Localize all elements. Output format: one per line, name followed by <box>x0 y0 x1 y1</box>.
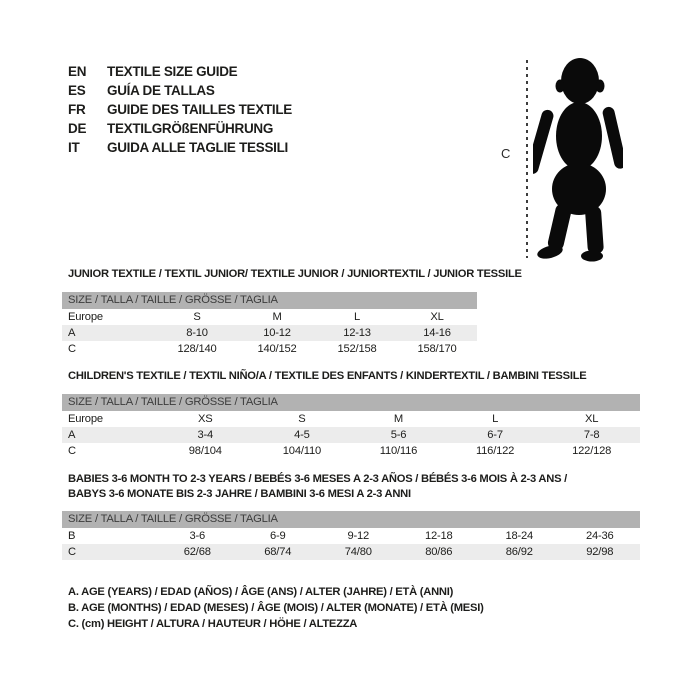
size-table-children <box>62 369 640 459</box>
table-title <box>62 472 640 501</box>
size-cell: 158/170 <box>417 342 457 355</box>
size-cell: 116/122 <box>475 444 515 457</box>
size-cell: 98/104 <box>188 444 222 457</box>
language-label: TEXTILGRÖßENFÜHRUNG <box>107 121 274 136</box>
size-cell: L <box>353 310 361 323</box>
size-cell: 104/110 <box>282 444 321 457</box>
table-title-line: JUNIOR TEXTILE / TEXTIL JUNIOR/ TEXTILE JUNIOR / JUNIORTEXTIL / JUNIOR TESSILE <box>68 268 522 280</box>
language-code: IT <box>68 140 80 155</box>
table-row <box>62 341 477 357</box>
language-row <box>68 138 292 157</box>
size-cell: 74/80 <box>344 546 372 558</box>
size-cell: L <box>492 412 499 425</box>
language-label: TEXTILE SIZE GUIDE <box>107 64 238 79</box>
row-label: A <box>68 326 76 339</box>
size-cell: 62/68 <box>183 546 211 558</box>
row-label: A <box>68 428 76 441</box>
size-cell: 128/140 <box>177 342 217 355</box>
size-cell: 80/86 <box>425 546 453 558</box>
size-cell: 4-5 <box>294 428 310 441</box>
language-code: DE <box>68 121 87 136</box>
table-title-line: CHILDREN'S TEXTILE / TEXTIL NIÑO/A / TEXTILE DES ENFANTS / KINDERTEXTIL / BAMBINI TESSILE <box>68 370 587 382</box>
row-label: C <box>68 342 76 355</box>
note-line: A. AGE (YEARS) / EDAD (AÑOS) / ÂGE (ANS) / ALTER (JAHRE) / ETÀ (ANNI) <box>68 586 454 598</box>
size-cell: 9-12 <box>347 530 370 542</box>
size-cell: 18-24 <box>505 530 534 542</box>
row-label: B <box>68 530 76 542</box>
size-cell: 10-12 <box>263 326 291 339</box>
measurement-notes <box>68 584 484 632</box>
language-row <box>68 81 292 100</box>
row-label: Europe <box>68 310 103 323</box>
table-title-line: BABYS 3-6 MONATE BIS 2-3 JAHRE / BAMBINI 3-6 MESI A 2-3 ANNI <box>68 487 411 500</box>
size-header-bar: SIZE / TALLA / TAILLE / GRÖSSE / TAGLIA <box>62 394 640 411</box>
size-cell: 6-9 <box>269 530 286 542</box>
size-cell: XS <box>198 412 213 425</box>
size-cell: 86/92 <box>505 546 533 558</box>
size-cell: 24-36 <box>585 530 614 542</box>
size-cell: 7-8 <box>583 428 600 441</box>
row-label: C <box>68 546 76 558</box>
language-label: GUIDA ALLE TAGLIE TESSILI <box>107 140 288 155</box>
size-cell: 92/98 <box>586 546 614 558</box>
size-cell: S <box>298 412 306 425</box>
table-row <box>62 309 477 325</box>
language-row <box>68 100 292 119</box>
toddler-silhouette-icon <box>533 56 623 263</box>
language-list <box>68 62 292 157</box>
size-cell: 5-6 <box>390 428 407 441</box>
size-cell: 12-18 <box>424 530 453 542</box>
size-header-bar: SIZE / TALLA / TAILLE / GRÖSSE / TAGLIA <box>62 292 477 309</box>
language-label: GUIDE DES TAILLES TEXTILE <box>107 102 293 117</box>
height-measure-line <box>526 60 528 258</box>
size-cell: 14-16 <box>423 326 451 339</box>
size-cell: 12-13 <box>343 326 371 339</box>
language-code: EN <box>68 64 87 79</box>
size-header-bar: SIZE / TALLA / TAILLE / GRÖSSE / TAGLIA <box>62 511 640 528</box>
measurement-label-c: C <box>501 146 511 161</box>
size-cell: 68/74 <box>264 546 292 558</box>
size-cell: 140/152 <box>257 342 297 355</box>
table-row <box>62 544 640 560</box>
size-cell: 152/158 <box>337 342 377 355</box>
size-cell: XL <box>585 412 599 425</box>
size-cell: 6-7 <box>487 428 503 441</box>
table-title <box>62 267 522 282</box>
size-cell: XL <box>430 310 444 323</box>
table-title-line: BABIES 3-6 MONTH TO 2-3 YEARS / BEBÉS 3-6 MESES A 2-3 AÑOS / BÉBÉS 3-6 MOIS À 2-3 ANS / <box>68 473 568 485</box>
note-line: B. AGE (MONTHS) / EDAD (MESES) / ÂGE (MOIS) / ALTER (MONATE) / ETÀ (MESI) <box>68 602 484 614</box>
size-cell: 122/128 <box>572 444 612 457</box>
size-cell: 8-10 <box>186 326 208 339</box>
language-code: FR <box>68 102 86 117</box>
row-label: C <box>68 444 76 457</box>
size-cell: M <box>393 412 404 425</box>
size-table-junior <box>62 267 522 357</box>
size-cell: 3-6 <box>189 530 206 542</box>
table-row <box>62 443 640 459</box>
language-row <box>68 62 292 81</box>
table-row <box>62 427 640 443</box>
language-code: ES <box>68 83 86 98</box>
table-row <box>62 411 640 427</box>
size-cell: S <box>193 310 201 323</box>
size-cell: M <box>272 310 282 323</box>
table-row <box>62 528 640 544</box>
size-table-babies <box>62 472 640 560</box>
note-line: C. (cm) HEIGHT / ALTURA / HAUTEUR / HÖHE / ALTEZZA <box>68 618 358 630</box>
language-label: GUÍA DE TALLAS <box>107 83 215 98</box>
language-row <box>68 119 292 138</box>
size-cell: 3-4 <box>197 428 214 441</box>
table-title <box>62 369 640 384</box>
size-cell: 110/116 <box>379 444 418 457</box>
table-row <box>62 325 477 341</box>
row-label: Europe <box>68 412 103 425</box>
